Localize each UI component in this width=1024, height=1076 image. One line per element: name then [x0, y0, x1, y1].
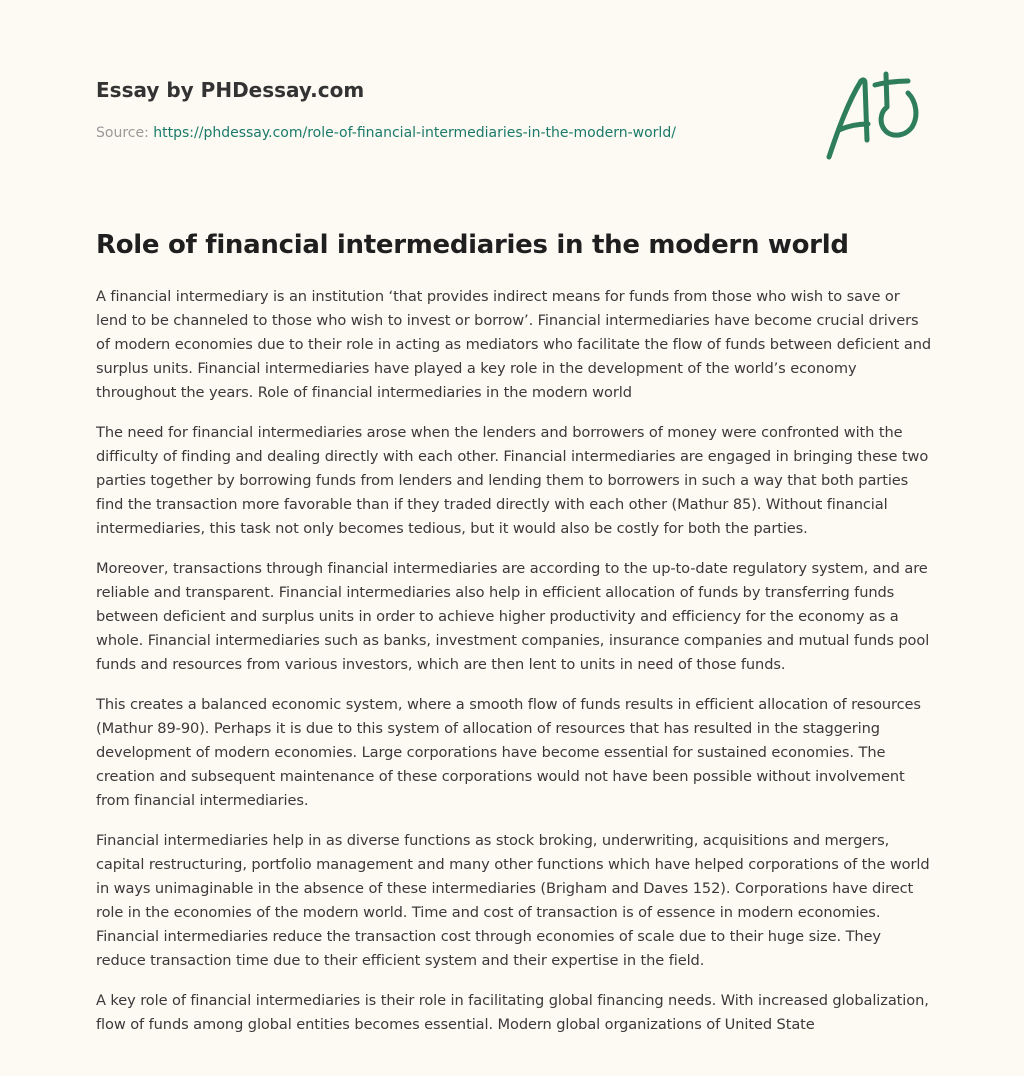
page-header	[96, 75, 936, 175]
site-brand: Essay by PHDessay.com	[96, 78, 365, 102]
paragraph: A key role of financial intermediaries is their role in facilitating global financing needs. With increased globalization, flow of funds among global entities becomes essential. Modern global organizations of United State	[96, 992, 929, 1033]
article-title: Role of financial intermediaries in the modern world	[96, 230, 849, 260]
paragraph: This creates a balanced economic system, where a smooth flow of funds results in efficient allocation of resources (Mathur 89-90). Perhaps it is due to this system of allocation of resources that has resulted in the staggering development of modern economies. Large corporations have become essential for sustained economies. The creation and subsequent maintenance of these corporations would not have been possible without involvement from financial intermediaries.	[96, 696, 921, 809]
a-plus-grade-icon	[820, 68, 930, 166]
paragraph: Moreover, transactions through financial intermediaries are according to the up-to-date regulatory system, and are reliable and transparent. Financial intermediaries also help in efficient allocation of funds by transferring funds between deficient and surplus units in order to achieve higher productivity and efficiency for the economy as a whole. Financial intermediaries such as banks, investment companies, insurance companies and mutual funds pool funds and resources from various investors, which are then lent to units in need of those funds.	[96, 560, 930, 673]
paragraph: The need for financial intermediaries arose when the lenders and borrowers of money were confronted with the difficulty of finding and dealing directly with each other. Financial intermediaries are engaged in bringing these two parties together by borrowing funds from lenders and lending them to borrowers in such a way that both parties find the transaction more favorable than if they traded directly with each other (Mathur 85). Without financial intermediaries, this task not only becomes tedious, but it would also be costly for both the parties.	[96, 424, 929, 537]
source-link[interactable]: https://phdessay.com/role-of-financial-intermediaries-in-the-modern-world/	[153, 125, 676, 141]
source-line	[96, 123, 676, 143]
paragraph: Financial intermediaries help in as diverse functions as stock broking, underwriting, acquisitions and mergers, capital restructuring, portfolio management and many other functions which have helped corporations of the world in ways unimaginable in the absence of these intermediaries (Brigham and Daves 152). Corporations have direct role in the economies of the modern world. Time and cost of transaction is of essence in modern economies. Financial intermediaries reduce the transaction cost through economies of scale due to their huge size. They reduce transaction time due to their efficient system and their expertise in the field.	[96, 832, 930, 969]
source-label: Source:	[96, 125, 149, 141]
paragraph: A financial intermediary is an institution ‘that provides indirect means for funds from those who wish to save or lend to be channeled to those who wish to invest or borrow’. Financial intermediaries have become crucial drivers of modern economies due to their role in acting as mediators who facilitate the flow of funds between deficient and surplus units. Financial intermediaries have played a key role in the development of the world’s economy throughout the years. Role of financial intermediaries in the modern world	[96, 288, 932, 401]
article-body	[96, 285, 934, 1053]
